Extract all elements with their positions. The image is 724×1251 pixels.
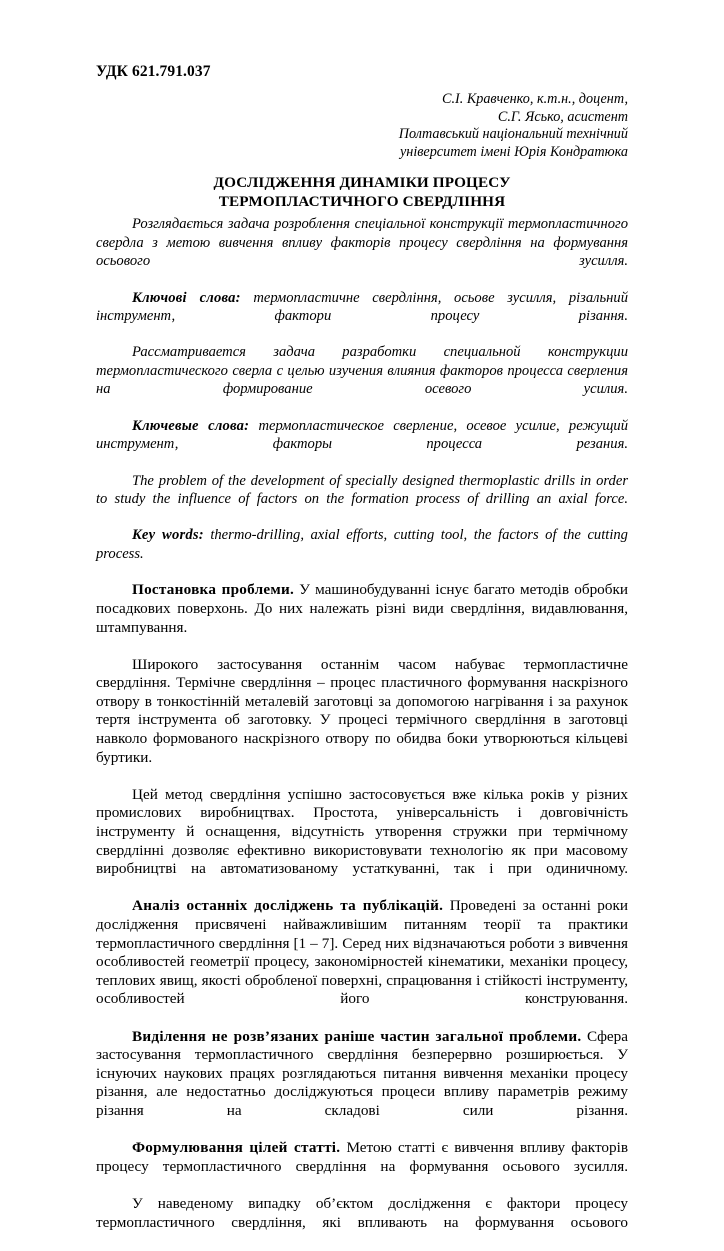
affiliation-line-2: університет імені Юрія Кондратюка (399, 143, 628, 160)
paragraph-text-research-object: У наведеному випадку об’єктом дослідження є фактори процесу термопластичного свердління, які впливають на формування осьового (96, 1194, 628, 1231)
section-text-literature-analysis: Проведені за останні роки дослідження присвячені найважливішим питанням теорії та практики термопластичного свердління [1 – 7]. Серед них відзначаються роботи з вивчення особливостей геометрії процесу, закономірностей кінематики, механіки процесу, теплових явищ, якості обробленої поверхні, спрацювання і стійкості інструменту, особливостей його конструювання. (96, 897, 628, 1008)
section-heading-literature-analysis: Аналіз останніх досліджень та публікацій. (132, 897, 444, 915)
author-line-1: С.І. Кравченко, к.т.н., доцент, (441, 91, 628, 107)
udc-code: УДК 621.791.037 (96, 63, 211, 80)
keywords-en (96, 526, 628, 581)
section-literature-analysis (96, 897, 628, 1027)
section-text-unsolved-parts: Сфера застосування термопластичного свердління безперервно розширюється. У існуючих наукових працях розглядаються питання вивчення механіки процесу різання, але недостатньо досліджуються процеси впливу параметрів режиму різання на складові сили різання. (96, 1027, 629, 1119)
author-line-2: С.Г. Ясько, асистент (497, 108, 628, 125)
paragraph-method-application (96, 786, 628, 898)
section-problem-statement (96, 581, 628, 655)
section-unsolved-parts (96, 1028, 628, 1140)
abstract-en: The problem of the development of specially designed thermoplastic drills in order to study the influence of factors on the formation process of drilling an axial force. (96, 472, 628, 507)
paragraph-text-method-application: Цей метод свердління успішно застосовується вже кілька років у різних промислових виробництвах. Простота, універсальність і довговічність інструменту й оснащення, відсутність утворення стружки при термічному свердлінні дозволяє ефективно використовувати технологію як при масовому виробництві на автоматизованому устаткуванні, так і при одиничному. (96, 785, 628, 878)
section-heading-unsolved-parts: Виділення не розв’язаних раніше частин загальної проблеми. (132, 1027, 582, 1045)
keywords-uk-label: Ключові слова: (132, 289, 241, 306)
paragraph-text-thermo-drilling-definition: Широкого застосування останнім часом набуває термопластичне свердління. Термічне свердління – процес пластичного формування наскрізного отвору в тонкостінній металевій заготовці за допомогою нагрівання і за рахунок тертя інструмента об заготовку. У процесі термічного свердління в заготовці навколо формованого наскрізного отвору по обидва боки утворюються кільцеві буртики. (96, 655, 628, 766)
abstract-uk: Розглядається задача розроблення спеціальної конструкції термопластичного свердла з метою вивчення впливу факторів процесу свердління на формування осьового зусилля. (96, 216, 628, 269)
section-heading-article-goals: Формулювання цілей статті. (132, 1139, 341, 1157)
paragraph-research-object (96, 1195, 628, 1251)
page-content (96, 62, 628, 1251)
section-text-article-goals: Метою статті є вивчення впливу факторів процесу термопластичного свердління на формування осьового зусилля. (96, 1139, 628, 1175)
abstract-ru: Рассматривается задача разработки специальной конструкции термопластического сверла с целью изучения влияния факторов процесса сверления на формирование осевого усилия. (96, 344, 628, 398)
keywords-ru-label: Ключевые слова: (132, 417, 250, 434)
keywords-en-list: thermo-drilling, axial efforts, cutting tool, the factors of the cutting process. (96, 527, 628, 562)
keywords-uk (96, 289, 628, 344)
author-block (96, 91, 628, 161)
keywords-uk-list: термопластичне свердління, осьове зусилля, різальний інструмент, фактори процесу різання. (96, 289, 629, 324)
keywords-ru-list: термопластическое сверление, осевое усилие, режущий инструмент, факторы процесса резания. (96, 417, 628, 452)
keywords-en-label: Key words: (132, 527, 204, 544)
section-article-goals (96, 1139, 628, 1195)
section-heading-problem-statement: Постановка проблеми. (132, 581, 295, 599)
keywords-ru (96, 417, 628, 472)
article-title-line-2: ТЕРМОПЛАСТИЧНОГО СВЕРДЛІННЯ (218, 192, 506, 210)
article-title-line-1: ДОСЛІДЖЕННЯ ДИНАМІКИ ПРОЦЕСУ (213, 174, 511, 192)
section-text-problem-statement: У машинобудуванні існує багато методів обробки посадкових поверхонь. До них належать різні види свердління, видавлювання, штампування. (96, 581, 628, 636)
affiliation-line-1: Полтавський національний технічний (398, 126, 628, 143)
paragraph-thermo-drilling-definition (96, 656, 628, 786)
article-title (96, 174, 628, 211)
